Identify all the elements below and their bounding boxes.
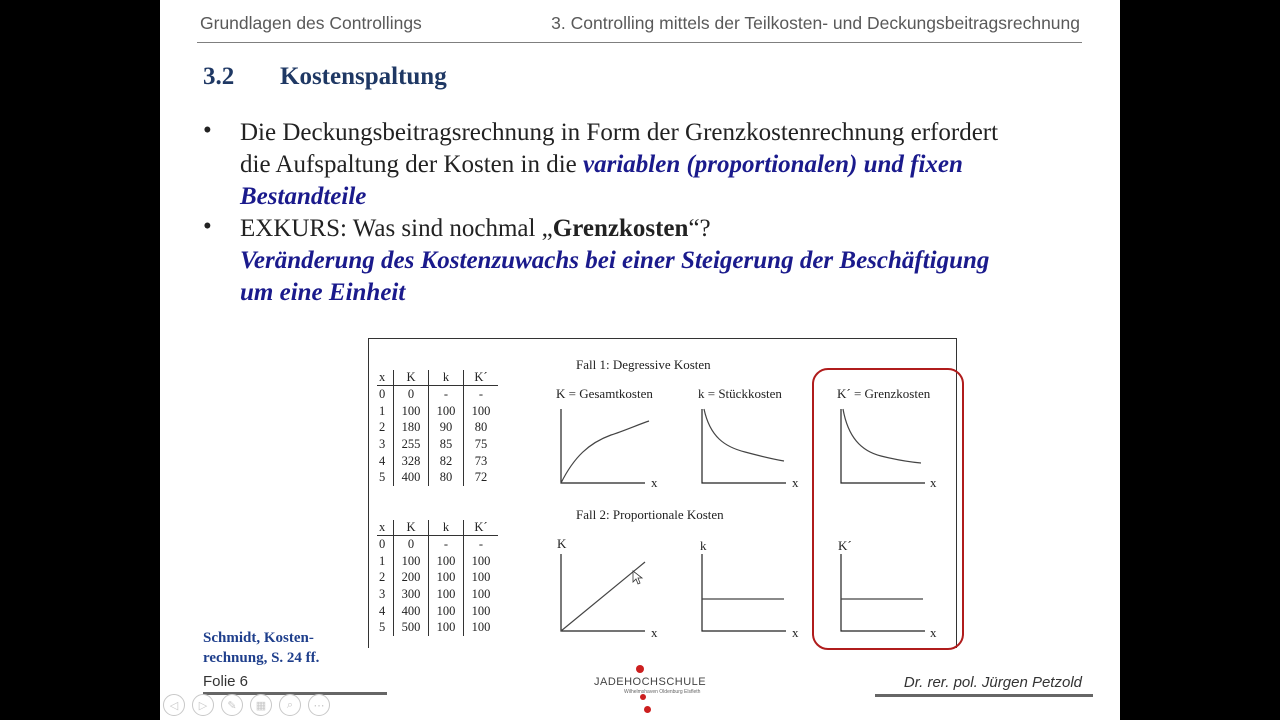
bullet-marker: •: [203, 117, 212, 144]
table-cell: -: [429, 536, 464, 553]
more-icon[interactable]: ⋯: [308, 694, 330, 716]
table-header: K: [394, 370, 429, 386]
table-cell: 100: [429, 569, 464, 586]
table-row: [377, 453, 498, 470]
table-cell: 3: [377, 586, 394, 603]
slides-icon[interactable]: ▦: [250, 694, 272, 716]
source-citation: [203, 628, 319, 668]
table-cell: 75: [474, 436, 488, 451]
x-axis-label: x: [651, 475, 658, 490]
table-cell: 100: [394, 553, 429, 570]
table-cell: 300: [394, 586, 429, 603]
table-cell: 400: [394, 603, 429, 620]
table-cell: 100: [471, 570, 491, 585]
presentation-toolbar: [163, 694, 330, 716]
table-row: [377, 419, 498, 436]
bullet-2-term: Grenzkosten: [552, 215, 689, 242]
x-axis-label: x: [792, 625, 799, 640]
plot-label-unit-costs: k = Stückkosten: [698, 386, 782, 401]
case-1-title: Fall 1: Degressive Kosten: [576, 357, 711, 372]
footer-divider-right: [875, 694, 1093, 697]
bullet-2-text-end: “?: [688, 215, 711, 242]
table-cell: 100: [394, 403, 429, 420]
cost-table-case-2: [377, 520, 498, 636]
section-number: 3.2: [203, 63, 235, 90]
table-cell: 80: [429, 469, 464, 486]
table-header: K´: [464, 370, 499, 386]
plot-label-total-costs: K = Gesamtkosten: [556, 386, 653, 401]
table-cell: 4: [377, 453, 394, 470]
cost-table-case-1: [377, 370, 498, 486]
table-cell: 0: [377, 386, 394, 403]
table-row: [377, 569, 498, 586]
plot-label-marginal-costs: K´ = Grenzkosten: [837, 386, 931, 401]
table-cell: 100: [429, 586, 464, 603]
author-name: Dr. rer. pol. Jürgen Petzold: [903, 674, 1082, 691]
table-cell: 2: [377, 569, 394, 586]
table-row: [377, 553, 498, 570]
logo-subtitle: Wilhelmshaven Oldenburg Elsfleth: [624, 689, 701, 695]
bullet-2-text: EXKURS: Was sind nochmal „: [240, 215, 553, 242]
table-row: [377, 386, 498, 403]
header-course-title: Grundlagen des Controllings: [200, 13, 422, 33]
table-cell: 255: [394, 436, 429, 453]
table-cell: 85: [429, 436, 464, 453]
table-cell: -: [478, 536, 484, 551]
table-cell: 2: [377, 419, 394, 436]
table-cell: 1: [377, 553, 394, 570]
table-cell: 1: [377, 403, 394, 420]
bullet-1-line-2: [240, 149, 963, 181]
previous-icon[interactable]: ◁: [163, 694, 185, 716]
bullet-1-emphasis: variablen (proportionalen) und fixen: [583, 151, 963, 178]
table-cell: 180: [394, 419, 429, 436]
table-header: x: [377, 520, 394, 536]
logo-dot: [644, 706, 651, 713]
plot-label-k: k: [700, 538, 707, 553]
slide: [160, 0, 1120, 720]
zoom-icon[interactable]: ⌕: [279, 694, 301, 716]
pen-icon[interactable]: ✎: [221, 694, 243, 716]
table-cell: 400: [394, 469, 429, 486]
table-cell: 73: [474, 453, 488, 468]
table-cell: 90: [429, 419, 464, 436]
table-cell: 82: [429, 453, 464, 470]
bullet-1-line-3: Bestandteile: [240, 183, 367, 210]
x-axis-label: x: [930, 475, 937, 490]
table-cell: 100: [429, 553, 464, 570]
table-cell: 100: [429, 403, 464, 420]
table-header: K´: [464, 520, 499, 536]
table-header: k: [429, 520, 464, 536]
table-header: x: [377, 370, 394, 386]
source-line-2: rechnung, S. 24 ff.: [203, 650, 320, 666]
table-cell: 100: [471, 403, 491, 418]
table-cell: 328: [394, 453, 429, 470]
section-title: Kostenspaltung: [280, 63, 447, 90]
table-header: k: [429, 370, 464, 386]
marginal-costs-highlight: [812, 368, 964, 650]
table-cell: 100: [429, 619, 464, 636]
x-axis-label: x: [930, 625, 937, 640]
table-cell: 72: [474, 470, 488, 485]
slide-number: Folie 6: [203, 673, 249, 690]
table-cell: 5: [377, 619, 394, 636]
case-2-title: Fall 2: Proportionale Kosten: [576, 507, 724, 522]
jade-hochschule-logo: [594, 662, 707, 720]
table-cell: 0: [394, 386, 429, 403]
table-cell: 500: [394, 619, 429, 636]
header-chapter-title: 3. Controlling mittels der Teilkosten- und Deckungsbeitragsrechnung: [551, 13, 1080, 33]
header-divider: [197, 42, 1082, 43]
table-cell: 100: [471, 603, 491, 618]
logo-wordmark: JADEHOCHSCHULE: [594, 676, 707, 688]
table-cell: 0: [394, 536, 429, 553]
bullet-2-line-2: Veränderung des Kostenzuwachs bei einer Steigerung der Beschäftigung: [240, 247, 990, 274]
table-cell: 100: [471, 620, 491, 635]
source-line-1: Schmidt, Kosten-: [203, 630, 314, 646]
table-row: [377, 619, 498, 636]
plot-label-K-prime: K´: [838, 538, 852, 553]
table-row: [377, 436, 498, 453]
table-cell: 100: [471, 586, 491, 601]
table-header: K: [394, 520, 429, 536]
x-axis-label: x: [651, 625, 658, 640]
bullet-2-line-1: [240, 213, 711, 245]
table-row: [377, 403, 498, 420]
bullet-marker: •: [203, 213, 212, 240]
plot-label-K: K: [557, 536, 567, 551]
mouse-cursor-icon: [632, 570, 644, 586]
bullet-2-line-3: um eine Einheit: [240, 279, 406, 306]
table-row: [377, 603, 498, 620]
table-cell: 3: [377, 436, 394, 453]
table-row: [377, 536, 498, 553]
bullet-1-text: die Aufspaltung der Kosten in die: [240, 151, 583, 178]
logo-dot: [636, 665, 644, 673]
table-row: [377, 586, 498, 603]
table-cell: -: [478, 386, 484, 401]
x-axis-label: x: [792, 475, 799, 490]
next-icon[interactable]: ▷: [192, 694, 214, 716]
bullet-1-line-1: Die Deckungsbeitragsrechnung in Form der Grenzkostenrechnung erfordert: [240, 119, 999, 146]
table-cell: 100: [429, 603, 464, 620]
table-cell: 200: [394, 569, 429, 586]
table-cell: 100: [471, 553, 491, 568]
table-cell: 80: [474, 420, 488, 435]
table-cell: 5: [377, 469, 394, 486]
table-cell: 4: [377, 603, 394, 620]
table-cell: -: [429, 386, 464, 403]
table-cell: 0: [377, 536, 394, 553]
table-row: [377, 469, 498, 486]
